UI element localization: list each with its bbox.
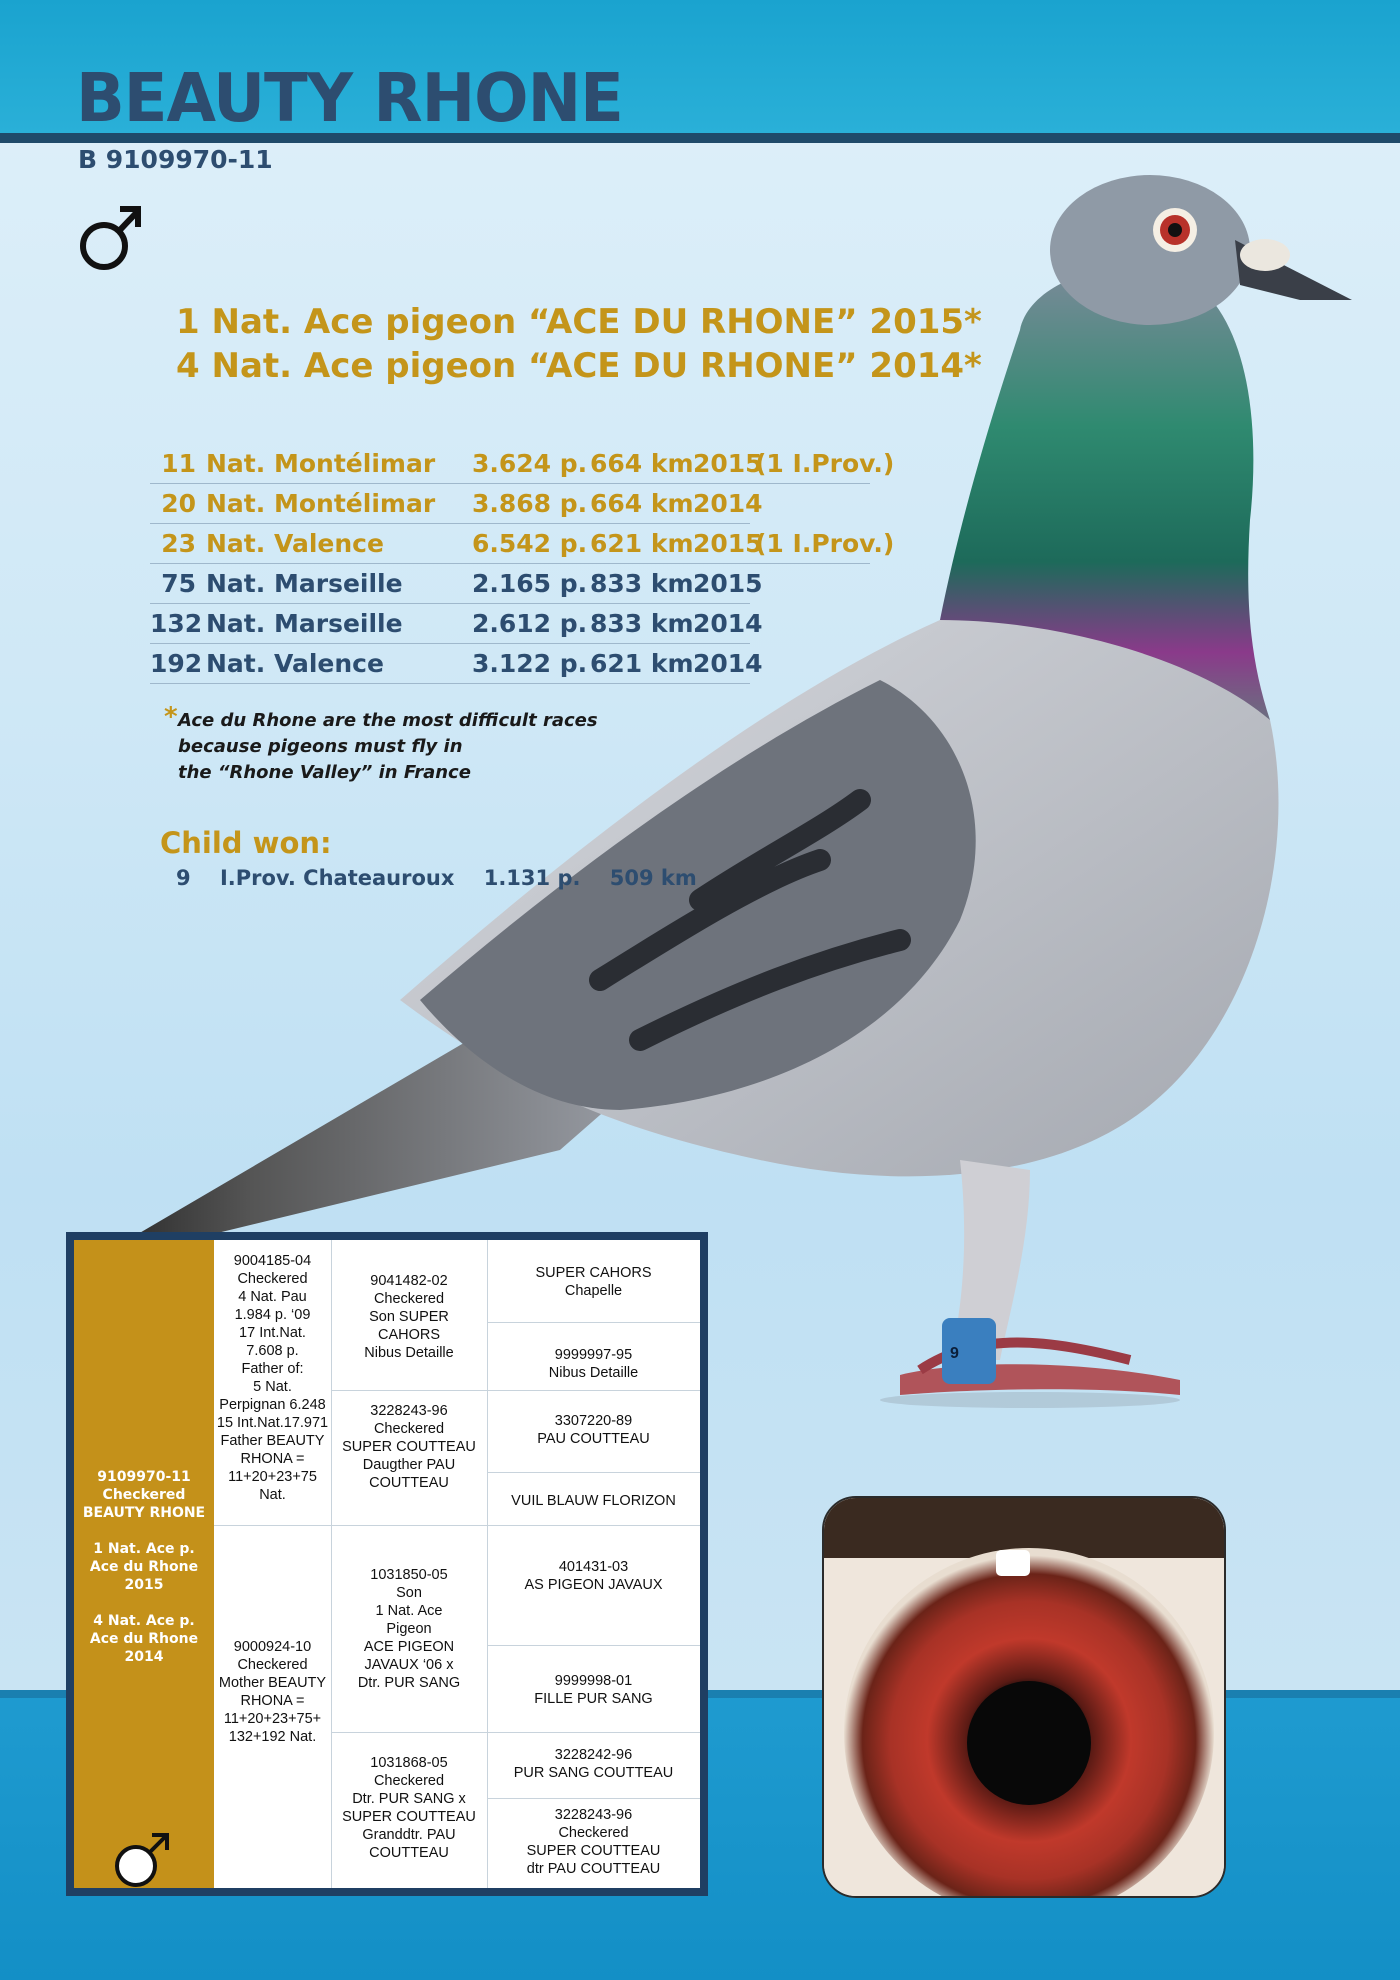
pedigree-line: Mother BEAUTY: [218, 1675, 327, 1691]
pedigree-ancestor: [487, 1264, 700, 1300]
pedigree-line: FILLE PUR SANG: [534, 1691, 653, 1707]
result-city: Marseille: [274, 609, 403, 638]
result-rank: 11: [161, 449, 196, 478]
pedigree-line: Nat.: [259, 1487, 286, 1503]
pedigree-line: COUTTEAU: [369, 1475, 449, 1491]
pedigree-ancestor: [487, 1672, 700, 1708]
pedigree-line: 3228243-96: [370, 1403, 448, 1419]
pedigree-line: SUPER COUTTEAU: [342, 1439, 476, 1455]
child-result: [176, 866, 719, 890]
pedigree-paternal-grandfather: [331, 1272, 487, 1362]
result-year: 2015: [693, 449, 763, 478]
pedigree-line: 11+20+23+75+: [223, 1711, 322, 1727]
pedigree-divider: [331, 1390, 700, 1391]
pedigree-line: RHONA =: [240, 1451, 305, 1467]
result-nat: Nat.: [206, 489, 266, 518]
child-distance: 509 km: [609, 866, 697, 890]
pedigree-divider: [487, 1798, 700, 1799]
pedigree-line: COUTTEAU: [369, 1845, 449, 1861]
ace-title-2014: 4 Nat. Ace pigeon “ACE DU RHONE” 2014*: [176, 346, 982, 386]
pedigree-line: Daugther PAU: [362, 1457, 456, 1473]
footnote-line: because pigeons must fly in: [178, 736, 463, 757]
pedigree-line: 4 Nat. Ace p.: [93, 1613, 195, 1629]
pedigree-line: Dtr. PUR SANG x: [352, 1791, 466, 1807]
result-rank: 23: [161, 529, 196, 558]
pedigree-paternal-grandmother: [331, 1402, 487, 1492]
pedigree-father: [214, 1252, 331, 1504]
male-symbol-icon: [112, 1830, 172, 1890]
pedigree-line: 9109970-11: [97, 1469, 191, 1485]
result-note: (1 I.Prov.): [755, 529, 895, 558]
result-city: Marseille: [274, 569, 403, 598]
pedigree-line: ACE PIGEON: [363, 1639, 455, 1655]
pedigree-line: 9004185-04: [233, 1253, 312, 1269]
pedigree-maternal-grandfather: [331, 1566, 487, 1692]
pedigree-line: Checkered: [558, 1825, 629, 1841]
pedigree-line: 3228242-96: [554, 1747, 633, 1763]
pedigree-line: 5 Nat.: [253, 1379, 292, 1395]
pedigree-line: dtr PAU COUTTEAU: [526, 1861, 661, 1877]
result-km: 664 km: [590, 449, 694, 478]
pedigree-line: 9999997-95: [554, 1347, 633, 1363]
pedigree-line: Granddtr. PAU: [362, 1827, 456, 1843]
pedigree-line: 11+20+23+75: [228, 1469, 317, 1485]
pedigree-divider: [214, 1525, 700, 1526]
child-rank: 9: [176, 866, 191, 890]
ring-number: B 9109970-11: [78, 145, 273, 174]
result-km: 664 km: [590, 489, 694, 518]
pedigree-line: 9000924-10: [233, 1639, 312, 1655]
pedigree-ancestor: [487, 1746, 700, 1782]
result-year: 2015: [693, 569, 763, 598]
pedigree-divider: [487, 1645, 700, 1646]
result-rank: 75: [161, 569, 196, 598]
pedigree-line: Nibus Detaille: [548, 1365, 639, 1381]
footnote-line: the “Rhone Valley” in France: [178, 762, 471, 783]
eye-image: [824, 1498, 1224, 1896]
result-rank: 20: [161, 489, 196, 518]
result-year: 2015: [693, 529, 763, 558]
pedigree-line: JAVAUX ‘06 x: [364, 1657, 454, 1673]
pedigree-line: Checkered: [373, 1421, 445, 1437]
child-won-heading: Child won:: [160, 826, 332, 860]
child-race: I.Prov. Chateauroux: [219, 866, 455, 890]
pedigree-line: SUPER CAHORS: [535, 1265, 652, 1281]
footnote-star: *: [164, 702, 178, 732]
pedigree-line: Checkered: [237, 1271, 308, 1287]
result-nat: Nat.: [206, 649, 266, 678]
pedigree-line: 1031868-05: [370, 1755, 448, 1771]
pedigree-line: 3228243-96: [554, 1807, 633, 1823]
result-year: 2014: [693, 649, 763, 678]
pedigree-subject-strip: [74, 1240, 214, 1888]
pedigree-line: 401431-03: [558, 1559, 629, 1575]
result-year: 2014: [693, 489, 763, 518]
pedigree-line: SUPER COUTTEAU: [526, 1843, 661, 1859]
pedigree-mother: [214, 1638, 331, 1746]
pedigree-divider: [487, 1472, 700, 1473]
pedigree-line: 15 Int.Nat.17.971: [216, 1415, 329, 1431]
pedigree-line: VUIL BLAUW FLORIZON: [511, 1493, 676, 1509]
pedigree-line: SUPER COUTTEAU: [342, 1809, 476, 1825]
result-pigeons: 6.542 p.: [472, 529, 588, 558]
pedigree-divider: [331, 1732, 700, 1733]
pedigree-line: 1.984 p. ‘09: [234, 1307, 311, 1323]
pedigree-line: 1 Nat. Ace: [375, 1603, 443, 1619]
pedigree-line: CAHORS: [377, 1327, 441, 1343]
footnote-line: Ace du Rhone are the most difficult races: [178, 710, 598, 731]
pedigree-line: Chapelle: [564, 1283, 623, 1299]
pedigree-chart: [66, 1232, 708, 1896]
pedigree-ancestor: [487, 1806, 700, 1878]
pedigree-line: Checkered: [237, 1657, 308, 1673]
pedigree-ancestor: [487, 1412, 700, 1448]
pedigree-line: Nibus Detaille: [364, 1345, 454, 1361]
result-city: Montélimar: [274, 489, 436, 518]
result-km: 833 km: [590, 569, 694, 598]
eye-closeup-photo: [822, 1496, 1226, 1898]
pedigree-line: 7.608 p.: [246, 1343, 299, 1359]
pedigree-divider: [487, 1322, 700, 1323]
ace-title-2015: 1 Nat. Ace pigeon “ACE DU RHONE” 2015*: [176, 302, 982, 342]
pedigree-line: Son SUPER: [369, 1309, 449, 1325]
result-km: 621 km: [590, 529, 694, 558]
page-title: BEAUTY RHONE: [76, 60, 623, 138]
pedigree-line: Perpignan 6.248: [219, 1397, 326, 1413]
pedigree-line: Father BEAUTY: [220, 1433, 325, 1449]
result-pigeons: 2.165 p.: [472, 569, 588, 598]
pedigree-ancestor: [487, 1346, 700, 1382]
pedigree-line: PAU COUTTEAU: [537, 1431, 650, 1447]
pedigree-line: AS PIGEON JAVAUX: [524, 1577, 663, 1593]
result-nat: Nat.: [206, 449, 266, 478]
footnote: [160, 702, 598, 786]
pedigree-line: Pigeon: [386, 1621, 432, 1637]
pedigree-line: 132+192 Nat.: [228, 1729, 317, 1745]
pedigree-line: BEAUTY RHONE: [82, 1505, 206, 1521]
result-rank: 192: [150, 649, 203, 678]
pedigree-line: Son: [396, 1585, 422, 1601]
svg-text:9: 9: [950, 1345, 959, 1362]
pedigree-line: Checkered: [373, 1291, 445, 1307]
pedigree-line: Checkered: [102, 1487, 186, 1503]
pedigree-line: Ace du Rhone: [89, 1559, 199, 1575]
pedigree-subject: [74, 1468, 214, 1666]
pedigree-line: 2015: [124, 1577, 164, 1593]
child-pigeons: 1.131 p.: [483, 866, 581, 890]
pedigree-line: 17 Int.Nat.: [239, 1325, 306, 1341]
result-year: 2014: [693, 609, 763, 638]
result-city: Valence: [274, 529, 384, 558]
result-km: 833 km: [590, 609, 694, 638]
result-pigeons: 3.868 p.: [472, 489, 588, 518]
result-note: (1 I.Prov.): [755, 449, 895, 478]
result-km: 621 km: [590, 649, 694, 678]
result-rank: 132: [150, 609, 203, 638]
pedigree-ancestor: [487, 1558, 700, 1594]
result-nat: Nat.: [206, 569, 266, 598]
pedigree-line: 1 Nat. Ace p.: [93, 1541, 195, 1557]
pedigree-line: Father of:: [241, 1361, 304, 1377]
result-city: Montélimar: [274, 449, 436, 478]
ace-titles: [176, 300, 982, 388]
result-nat: Nat.: [206, 529, 266, 558]
result-pigeons: 3.122 p.: [472, 649, 588, 678]
result-city: Valence: [274, 649, 384, 678]
pedigree-line: Dtr. PUR SANG: [357, 1675, 461, 1691]
pedigree-line: 9999998-01: [554, 1673, 633, 1689]
result-nat: Nat.: [206, 609, 266, 638]
pedigree-line: Ace du Rhone: [89, 1631, 199, 1647]
result-row-divider: [150, 683, 750, 684]
pedigree-line: 2014: [124, 1649, 164, 1665]
male-symbol-icon: [74, 202, 144, 274]
pedigree-line: 4 Nat. Pau: [238, 1289, 307, 1305]
pedigree-line: [74, 1522, 214, 1540]
pedigree-line: PUR SANG COUTTEAU: [513, 1765, 674, 1781]
pedigree-line: [74, 1594, 214, 1612]
result-pigeons: 2.612 p.: [472, 609, 588, 638]
pedigree-line: 3307220-89: [554, 1413, 633, 1429]
result-pigeons: 3.624 p.: [472, 449, 588, 478]
pedigree-ancestor: [487, 1492, 700, 1510]
pedigree-line: 1031850-05: [370, 1567, 448, 1583]
pedigree-line: Checkered: [373, 1773, 445, 1789]
pedigree-maternal-grandmother: [331, 1754, 487, 1862]
pedigree-line: 9041482-02: [370, 1273, 448, 1289]
pedigree-line: RHONA =: [240, 1693, 305, 1709]
